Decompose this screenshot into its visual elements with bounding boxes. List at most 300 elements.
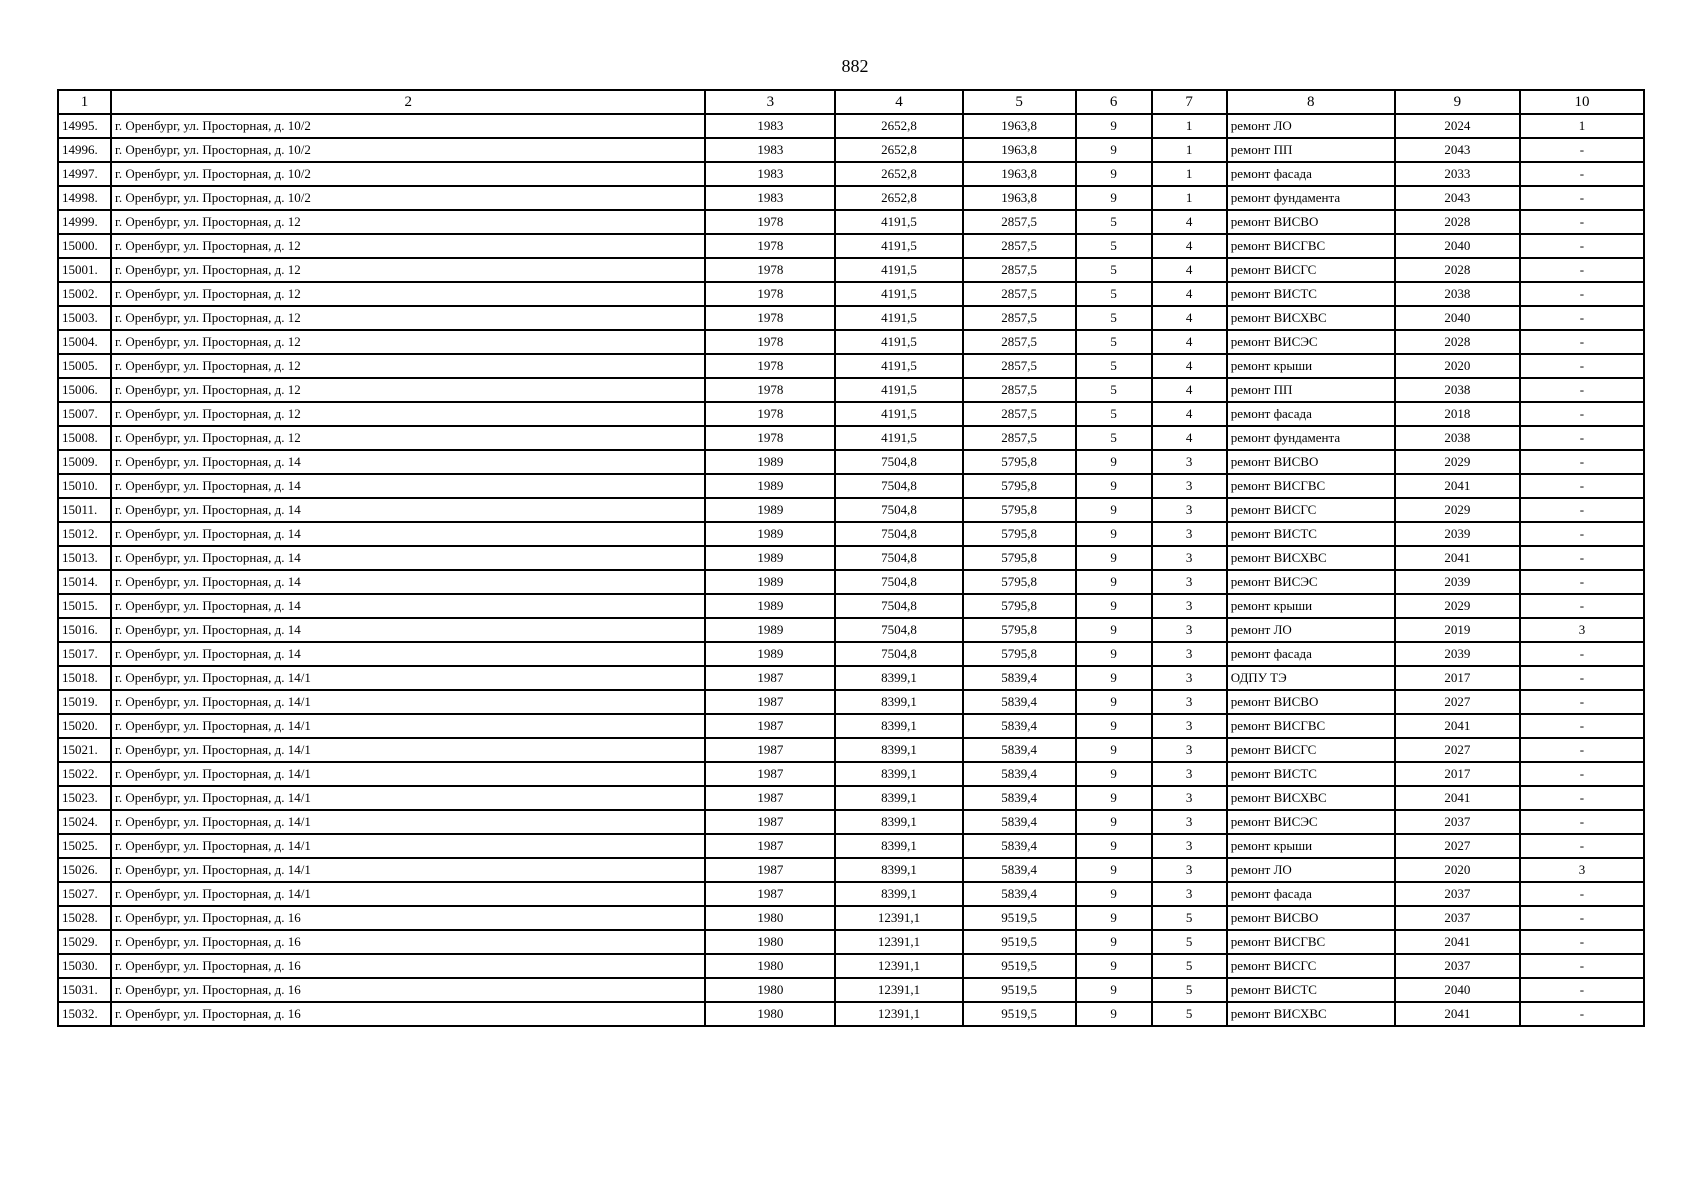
table-row: [58, 498, 1644, 522]
entrances-cell: 1: [1152, 162, 1227, 186]
work-type-cell: ремонт фундамента: [1227, 426, 1395, 450]
table-row: [58, 234, 1644, 258]
row-number: 15021.: [58, 738, 111, 762]
year-built-cell: 1980: [705, 954, 835, 978]
work-type-cell: ремонт ВИСХВС: [1227, 786, 1395, 810]
floors-cell: 9: [1076, 138, 1152, 162]
row-number: 15030.: [58, 954, 111, 978]
year-built-cell: 1980: [705, 930, 835, 954]
year-built-cell: 1978: [705, 306, 835, 330]
total-area-cell: 8399,1: [835, 666, 962, 690]
column-10-cell: -: [1520, 762, 1644, 786]
column-10-cell: -: [1520, 210, 1644, 234]
total-area-cell: 4191,5: [835, 258, 962, 282]
floors-cell: 9: [1076, 762, 1152, 786]
floors-cell: 9: [1076, 522, 1152, 546]
entrances-cell: 4: [1152, 330, 1227, 354]
work-type-cell: ремонт ВИСТС: [1227, 978, 1395, 1002]
row-number: 15002.: [58, 282, 111, 306]
header-cell-3: 3: [705, 90, 835, 114]
year-built-cell: 1989: [705, 498, 835, 522]
year-built-cell: 1978: [705, 210, 835, 234]
row-number: 15006.: [58, 378, 111, 402]
floors-cell: 5: [1076, 378, 1152, 402]
total-area-cell: 8399,1: [835, 882, 962, 906]
entrances-cell: 4: [1152, 378, 1227, 402]
address-cell: г. Оренбург, ул. Просторная, д. 14/1: [111, 714, 705, 738]
column-10-cell: -: [1520, 546, 1644, 570]
table-row: [58, 882, 1644, 906]
row-number: 15000.: [58, 234, 111, 258]
floors-cell: 9: [1076, 570, 1152, 594]
address-cell: г. Оренбург, ул. Просторная, д. 14: [111, 474, 705, 498]
table-row: [58, 858, 1644, 882]
address-cell: г. Оренбург, ул. Просторная, д. 14/1: [111, 738, 705, 762]
planned-year-cell: 2027: [1395, 690, 1520, 714]
planned-year-cell: 2038: [1395, 426, 1520, 450]
work-type-cell: ремонт ВИСГС: [1227, 738, 1395, 762]
row-number: 15016.: [58, 618, 111, 642]
header-cell-1: 1: [58, 90, 111, 114]
address-cell: г. Оренбург, ул. Просторная, д. 16: [111, 954, 705, 978]
floors-cell: 9: [1076, 930, 1152, 954]
column-10-cell: -: [1520, 642, 1644, 666]
total-area-cell: 8399,1: [835, 714, 962, 738]
column-10-cell: -: [1520, 282, 1644, 306]
address-cell: г. Оренбург, ул. Просторная, д. 14: [111, 642, 705, 666]
table-row: [58, 354, 1644, 378]
year-built-cell: 1989: [705, 450, 835, 474]
floors-cell: 9: [1076, 450, 1152, 474]
row-number: 14996.: [58, 138, 111, 162]
total-area-cell: 7504,8: [835, 450, 962, 474]
address-cell: г. Оренбург, ул. Просторная, д. 12: [111, 378, 705, 402]
work-type-cell: ремонт ВИСВО: [1227, 690, 1395, 714]
table-row: [58, 762, 1644, 786]
entrances-cell: 4: [1152, 282, 1227, 306]
year-built-cell: 1987: [705, 786, 835, 810]
header-cell-2: 2: [111, 90, 705, 114]
address-cell: г. Оренбург, ул. Просторная, д. 12: [111, 402, 705, 426]
entrances-cell: 4: [1152, 354, 1227, 378]
total-area-cell: 4191,5: [835, 210, 962, 234]
year-built-cell: 1978: [705, 426, 835, 450]
address-cell: г. Оренбург, ул. Просторная, д. 12: [111, 234, 705, 258]
column-10-cell: -: [1520, 906, 1644, 930]
floors-cell: 9: [1076, 714, 1152, 738]
year-built-cell: 1983: [705, 138, 835, 162]
entrances-cell: 1: [1152, 186, 1227, 210]
column-10-cell: -: [1520, 330, 1644, 354]
header-cell-5: 5: [963, 90, 1076, 114]
total-area-cell: 7504,8: [835, 594, 962, 618]
header-row: [58, 90, 1644, 114]
total-area-cell: 4191,5: [835, 354, 962, 378]
planned-year-cell: 2040: [1395, 978, 1520, 1002]
entrances-cell: 5: [1152, 930, 1227, 954]
living-area-cell: 9519,5: [963, 1002, 1076, 1026]
entrances-cell: 4: [1152, 306, 1227, 330]
living-area-cell: 1963,8: [963, 114, 1076, 138]
planned-year-cell: 2039: [1395, 522, 1520, 546]
living-area-cell: 2857,5: [963, 354, 1076, 378]
living-area-cell: 5839,4: [963, 762, 1076, 786]
header-cell-9: 9: [1395, 90, 1520, 114]
total-area-cell: 8399,1: [835, 858, 962, 882]
work-type-cell: ремонт ВИСЭС: [1227, 330, 1395, 354]
living-area-cell: 5839,4: [963, 810, 1076, 834]
table-body: [58, 114, 1644, 1026]
work-type-cell: ремонт ЛО: [1227, 858, 1395, 882]
address-cell: г. Оренбург, ул. Просторная, д. 12: [111, 210, 705, 234]
year-built-cell: 1987: [705, 714, 835, 738]
row-number: 15023.: [58, 786, 111, 810]
table-row: [58, 402, 1644, 426]
work-type-cell: ремонт крыши: [1227, 834, 1395, 858]
total-area-cell: 12391,1: [835, 954, 962, 978]
table-row: [58, 138, 1644, 162]
address-cell: г. Оренбург, ул. Просторная, д. 14: [111, 546, 705, 570]
entrances-cell: 5: [1152, 906, 1227, 930]
living-area-cell: 5839,4: [963, 666, 1076, 690]
planned-year-cell: 2039: [1395, 642, 1520, 666]
planned-year-cell: 2038: [1395, 282, 1520, 306]
entrances-cell: 3: [1152, 594, 1227, 618]
total-area-cell: 8399,1: [835, 834, 962, 858]
row-number: 14998.: [58, 186, 111, 210]
address-cell: г. Оренбург, ул. Просторная, д. 14: [111, 570, 705, 594]
table-row: [58, 474, 1644, 498]
work-type-cell: ремонт фундамента: [1227, 186, 1395, 210]
floors-cell: 9: [1076, 954, 1152, 978]
column-10-cell: -: [1520, 570, 1644, 594]
work-type-cell: ремонт ВИСГС: [1227, 498, 1395, 522]
total-area-cell: 7504,8: [835, 570, 962, 594]
row-number: 15009.: [58, 450, 111, 474]
year-built-cell: 1978: [705, 402, 835, 426]
planned-year-cell: 2028: [1395, 210, 1520, 234]
entrances-cell: 3: [1152, 450, 1227, 474]
entrances-cell: 5: [1152, 954, 1227, 978]
work-type-cell: ремонт ВИСЭС: [1227, 810, 1395, 834]
address-cell: г. Оренбург, ул. Просторная, д. 14: [111, 618, 705, 642]
floors-cell: 9: [1076, 738, 1152, 762]
work-type-cell: ремонт ВИСТС: [1227, 522, 1395, 546]
planned-year-cell: 2041: [1395, 714, 1520, 738]
living-area-cell: 5795,8: [963, 474, 1076, 498]
total-area-cell: 4191,5: [835, 402, 962, 426]
living-area-cell: 1963,8: [963, 186, 1076, 210]
planned-year-cell: 2027: [1395, 834, 1520, 858]
total-area-cell: 7504,8: [835, 642, 962, 666]
total-area-cell: 4191,5: [835, 282, 962, 306]
work-type-cell: ремонт фасада: [1227, 162, 1395, 186]
work-type-cell: ремонт ВИСГВС: [1227, 474, 1395, 498]
entrances-cell: 3: [1152, 810, 1227, 834]
entrances-cell: 5: [1152, 1002, 1227, 1026]
address-cell: г. Оренбург, ул. Просторная, д. 14/1: [111, 858, 705, 882]
total-area-cell: 7504,8: [835, 522, 962, 546]
work-type-cell: ремонт ВИСХВС: [1227, 306, 1395, 330]
planned-year-cell: 2037: [1395, 954, 1520, 978]
entrances-cell: 4: [1152, 234, 1227, 258]
year-built-cell: 1989: [705, 570, 835, 594]
floors-cell: 9: [1076, 642, 1152, 666]
row-number: 14997.: [58, 162, 111, 186]
year-built-cell: 1978: [705, 234, 835, 258]
floors-cell: 9: [1076, 834, 1152, 858]
entrances-cell: 1: [1152, 114, 1227, 138]
total-area-cell: 4191,5: [835, 378, 962, 402]
table-row: [58, 450, 1644, 474]
address-cell: г. Оренбург, ул. Просторная, д. 14/1: [111, 762, 705, 786]
year-built-cell: 1978: [705, 282, 835, 306]
living-area-cell: 2857,5: [963, 426, 1076, 450]
column-10-cell: -: [1520, 138, 1644, 162]
table-header: [58, 90, 1644, 114]
planned-year-cell: 2041: [1395, 1002, 1520, 1026]
table-row: [58, 810, 1644, 834]
work-type-cell: ремонт ВИСГВС: [1227, 930, 1395, 954]
entrances-cell: 3: [1152, 474, 1227, 498]
planned-year-cell: 2039: [1395, 570, 1520, 594]
entrances-cell: 4: [1152, 210, 1227, 234]
table-row: [58, 522, 1644, 546]
address-cell: г. Оренбург, ул. Просторная, д. 10/2: [111, 162, 705, 186]
entrances-cell: 3: [1152, 738, 1227, 762]
work-type-cell: ремонт ВИСЭС: [1227, 570, 1395, 594]
column-10-cell: -: [1520, 978, 1644, 1002]
row-number: 15025.: [58, 834, 111, 858]
address-cell: г. Оренбург, ул. Просторная, д. 10/2: [111, 114, 705, 138]
year-built-cell: 1989: [705, 642, 835, 666]
work-type-cell: ремонт ВИСГС: [1227, 258, 1395, 282]
work-type-cell: ремонт ЛО: [1227, 114, 1395, 138]
total-area-cell: 8399,1: [835, 810, 962, 834]
work-type-cell: ремонт ВИСТС: [1227, 282, 1395, 306]
address-cell: г. Оренбург, ул. Просторная, д. 14: [111, 594, 705, 618]
entrances-cell: 3: [1152, 546, 1227, 570]
living-area-cell: 5839,4: [963, 882, 1076, 906]
entrances-cell: 3: [1152, 858, 1227, 882]
address-cell: г. Оренбург, ул. Просторная, д. 12: [111, 330, 705, 354]
year-built-cell: 1987: [705, 738, 835, 762]
column-10-cell: -: [1520, 714, 1644, 738]
row-number: 15017.: [58, 642, 111, 666]
total-area-cell: 8399,1: [835, 762, 962, 786]
table-row: [58, 186, 1644, 210]
planned-year-cell: 2029: [1395, 594, 1520, 618]
table-row: [58, 546, 1644, 570]
year-built-cell: 1980: [705, 978, 835, 1002]
work-type-cell: ремонт фасада: [1227, 642, 1395, 666]
row-number: 15014.: [58, 570, 111, 594]
address-cell: г. Оренбург, ул. Просторная, д. 12: [111, 258, 705, 282]
table-row: [58, 906, 1644, 930]
living-area-cell: 9519,5: [963, 954, 1076, 978]
column-10-cell: -: [1520, 354, 1644, 378]
table-row: [58, 162, 1644, 186]
planned-year-cell: 2029: [1395, 498, 1520, 522]
planned-year-cell: 2041: [1395, 786, 1520, 810]
planned-year-cell: 2041: [1395, 930, 1520, 954]
entrances-cell: 4: [1152, 258, 1227, 282]
floors-cell: 5: [1076, 330, 1152, 354]
table-row: [58, 570, 1644, 594]
address-cell: г. Оренбург, ул. Просторная, д. 14/1: [111, 834, 705, 858]
row-number: 14999.: [58, 210, 111, 234]
living-area-cell: 2857,5: [963, 210, 1076, 234]
column-10-cell: -: [1520, 738, 1644, 762]
address-cell: г. Оренбург, ул. Просторная, д. 14/1: [111, 882, 705, 906]
entrances-cell: 3: [1152, 498, 1227, 522]
floors-cell: 9: [1076, 162, 1152, 186]
living-area-cell: 9519,5: [963, 930, 1076, 954]
year-built-cell: 1987: [705, 810, 835, 834]
floors-cell: 5: [1076, 282, 1152, 306]
living-area-cell: 5839,4: [963, 738, 1076, 762]
work-type-cell: ремонт ЛО: [1227, 618, 1395, 642]
planned-year-cell: 2041: [1395, 546, 1520, 570]
living-area-cell: 2857,5: [963, 330, 1076, 354]
total-area-cell: 7504,8: [835, 618, 962, 642]
living-area-cell: 5795,8: [963, 618, 1076, 642]
table-row: [58, 666, 1644, 690]
column-10-cell: -: [1520, 666, 1644, 690]
table-row: [58, 114, 1644, 138]
living-area-cell: 5795,8: [963, 450, 1076, 474]
floors-cell: 5: [1076, 258, 1152, 282]
table-row: [58, 930, 1644, 954]
row-number: 15003.: [58, 306, 111, 330]
table-row: [58, 954, 1644, 978]
header-cell-6: 6: [1076, 90, 1152, 114]
year-built-cell: 1983: [705, 186, 835, 210]
row-number: 15018.: [58, 666, 111, 690]
entrances-cell: 3: [1152, 642, 1227, 666]
column-10-cell: -: [1520, 786, 1644, 810]
column-10-cell: -: [1520, 306, 1644, 330]
row-number: 15004.: [58, 330, 111, 354]
total-area-cell: 8399,1: [835, 786, 962, 810]
column-10-cell: -: [1520, 954, 1644, 978]
column-10-cell: -: [1520, 690, 1644, 714]
column-10-cell: -: [1520, 258, 1644, 282]
row-number: 15019.: [58, 690, 111, 714]
column-10-cell: -: [1520, 930, 1644, 954]
column-10-cell: -: [1520, 498, 1644, 522]
living-area-cell: 1963,8: [963, 138, 1076, 162]
column-10-cell: -: [1520, 474, 1644, 498]
table-row: [58, 714, 1644, 738]
year-built-cell: 1987: [705, 882, 835, 906]
total-area-cell: 7504,8: [835, 474, 962, 498]
table-row: [58, 258, 1644, 282]
row-number: 15027.: [58, 882, 111, 906]
entrances-cell: 1: [1152, 138, 1227, 162]
column-10-cell: -: [1520, 234, 1644, 258]
table-row: [58, 690, 1644, 714]
header-cell-8: 8: [1227, 90, 1395, 114]
floors-cell: 9: [1076, 858, 1152, 882]
column-10-cell: -: [1520, 1002, 1644, 1026]
year-built-cell: 1978: [705, 258, 835, 282]
row-number: 15029.: [58, 930, 111, 954]
work-type-cell: ремонт ВИСВО: [1227, 450, 1395, 474]
year-built-cell: 1987: [705, 762, 835, 786]
header-cell-7: 7: [1152, 90, 1227, 114]
row-number: 15022.: [58, 762, 111, 786]
floors-cell: 5: [1076, 402, 1152, 426]
planned-year-cell: 2041: [1395, 474, 1520, 498]
entrances-cell: 4: [1152, 402, 1227, 426]
total-area-cell: 8399,1: [835, 738, 962, 762]
year-built-cell: 1987: [705, 834, 835, 858]
work-type-cell: ремонт ВИСГВС: [1227, 234, 1395, 258]
floors-cell: 9: [1076, 546, 1152, 570]
address-cell: г. Оренбург, ул. Просторная, д. 10/2: [111, 186, 705, 210]
total-area-cell: 4191,5: [835, 330, 962, 354]
address-cell: г. Оренбург, ул. Просторная, д. 12: [111, 354, 705, 378]
planned-year-cell: 2029: [1395, 450, 1520, 474]
year-built-cell: 1983: [705, 114, 835, 138]
entrances-cell: 3: [1152, 618, 1227, 642]
work-type-cell: ремонт ВИСГВС: [1227, 714, 1395, 738]
planned-year-cell: 2017: [1395, 666, 1520, 690]
year-built-cell: 1980: [705, 1002, 835, 1026]
work-type-cell: ремонт фасада: [1227, 882, 1395, 906]
floors-cell: 9: [1076, 906, 1152, 930]
living-area-cell: 2857,5: [963, 402, 1076, 426]
work-type-cell: ремонт ВИСХВС: [1227, 1002, 1395, 1026]
address-cell: г. Оренбург, ул. Просторная, д. 14: [111, 450, 705, 474]
entrances-cell: 3: [1152, 570, 1227, 594]
planned-year-cell: 2037: [1395, 882, 1520, 906]
floors-cell: 9: [1076, 594, 1152, 618]
living-area-cell: 5839,4: [963, 834, 1076, 858]
row-number: 15011.: [58, 498, 111, 522]
floors-cell: 9: [1076, 978, 1152, 1002]
row-number: 15010.: [58, 474, 111, 498]
year-built-cell: 1987: [705, 690, 835, 714]
planned-year-cell: 2043: [1395, 138, 1520, 162]
living-area-cell: 9519,5: [963, 978, 1076, 1002]
total-area-cell: 8399,1: [835, 690, 962, 714]
planned-year-cell: 2019: [1395, 618, 1520, 642]
planned-year-cell: 2040: [1395, 306, 1520, 330]
work-type-cell: ремонт ПП: [1227, 378, 1395, 402]
floors-cell: 5: [1076, 426, 1152, 450]
address-cell: г. Оренбург, ул. Просторная, д. 16: [111, 1002, 705, 1026]
table-row: [58, 594, 1644, 618]
living-area-cell: 1963,8: [963, 162, 1076, 186]
planned-year-cell: 2024: [1395, 114, 1520, 138]
total-area-cell: 12391,1: [835, 930, 962, 954]
living-area-cell: 2857,5: [963, 378, 1076, 402]
living-area-cell: 2857,5: [963, 282, 1076, 306]
column-10-cell: -: [1520, 186, 1644, 210]
entrances-cell: 3: [1152, 666, 1227, 690]
column-10-cell: -: [1520, 882, 1644, 906]
planned-year-cell: 2020: [1395, 858, 1520, 882]
row-number: 15024.: [58, 810, 111, 834]
table-row: [58, 642, 1644, 666]
address-cell: г. Оренбург, ул. Просторная, д. 12: [111, 306, 705, 330]
living-area-cell: 5839,4: [963, 690, 1076, 714]
table-row: [58, 282, 1644, 306]
column-10-cell: -: [1520, 522, 1644, 546]
living-area-cell: 9519,5: [963, 906, 1076, 930]
